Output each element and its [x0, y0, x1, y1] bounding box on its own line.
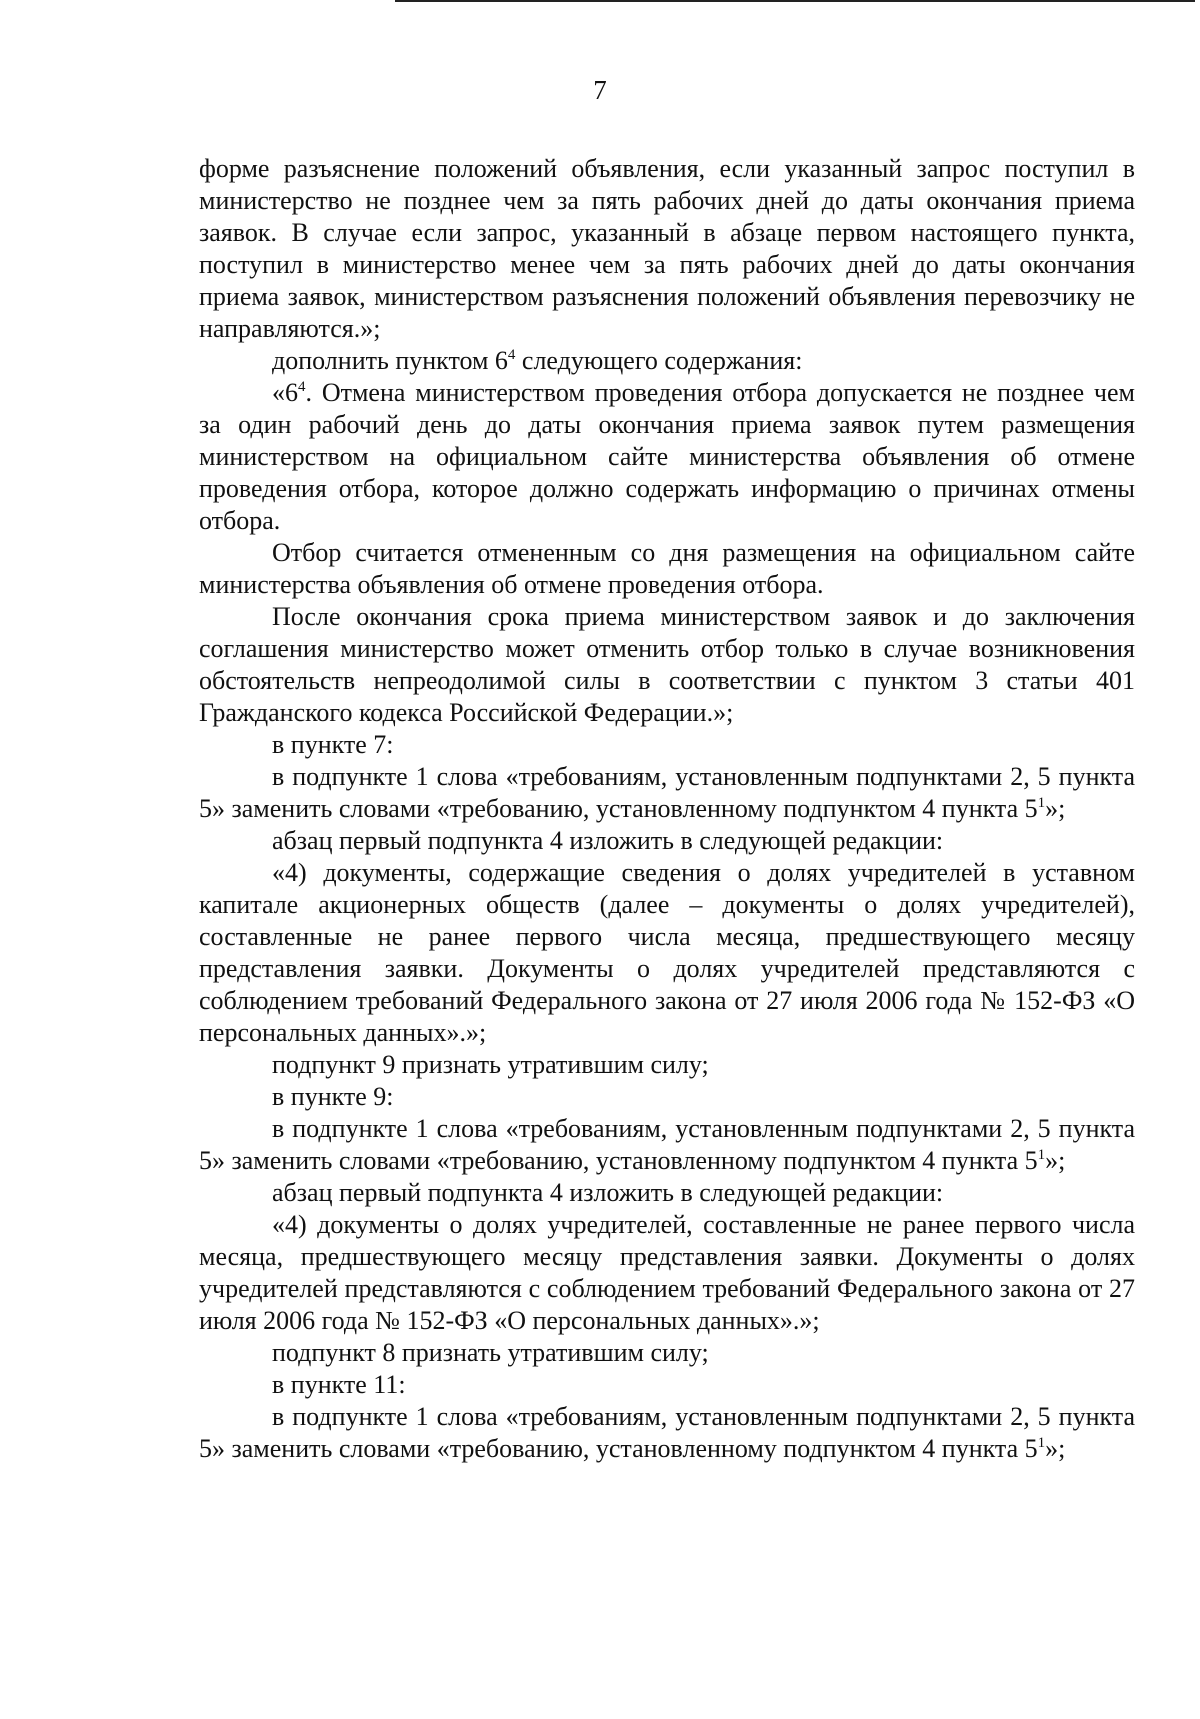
paragraph-p13: [199, 1177, 1135, 1209]
paragraph-text: «4) документы о долях учредителей, составленные не ранее первого числа месяца, предшествующего месяцу представления заявки. Документы о долях учредителей представляются с соблюдением требований Федерального закона от 27 июля 2006 года № 152-ФЗ «О персональных данных».»;: [199, 1210, 1135, 1335]
paragraph-text: в пункте 11:: [272, 1370, 406, 1399]
paragraph-p2: [199, 345, 1135, 377]
paragraph-text: дополнить пунктом 6: [272, 346, 508, 375]
paragraph-p15: [199, 1337, 1135, 1369]
paragraph-p1: [199, 153, 1135, 345]
paragraph-text: «6: [272, 378, 298, 407]
paragraph-p8: [199, 825, 1135, 857]
paragraph-p5: [199, 601, 1135, 729]
paragraph-text: «4) документы, содержащие сведения о долях учредителей в уставном капитале акционерных обществ (далее – документы о долях учредителей), составленные не ранее первого числа месяца, предшествующего месяцу представления заявки. Документы о долях учредителей представляются с соблюдением требований Федерального закона от 27 июля 2006 года № 152-ФЗ «О персональных данных».»;: [199, 858, 1135, 1047]
superscript: 4: [298, 379, 306, 395]
paragraph-text: форме разъяснение положений объявления, если указанный запрос поступил в министерство не позднее чем за пять рабочих дней до даты окончания приема заявок. В случае если запрос, указанный в абзаце первом настоящего пункта, поступил в министерство менее чем за пять рабочих дней до даты окончания приема заявок, министерством разъяснения положений объявления перевозчику не направляются.»;: [199, 154, 1135, 343]
paragraph-p6: [199, 729, 1135, 761]
paragraph-p3: [199, 377, 1135, 537]
paragraph-p14: [199, 1209, 1135, 1337]
paragraph-p9: [199, 857, 1135, 1049]
paragraph-p4: [199, 537, 1135, 601]
paragraph-text: . Отмена министерством проведения отбора допускается не позднее чем за один рабочий день до даты окончания приема заявок путем размещения министерством на официальном сайте министерства объявления об отмене проведения отбора, которое должно содержать информацию о причинах отмены отбора.: [199, 378, 1135, 535]
superscript: 1: [1037, 795, 1046, 811]
paragraph-p10: [199, 1049, 1135, 1081]
paragraph-text: »;: [1045, 1434, 1066, 1463]
paragraph-text: в подпункте 1 слова «требованиям, установленным подпунктами 2, 5 пункта 5» заменить словами «требованию, установленному подпунктом 4 пункта 5: [199, 1114, 1135, 1175]
paragraph-text: абзац первый подпункта 4 изложить в следующей редакции:: [272, 826, 944, 855]
paragraph-text: следующего содержания:: [515, 346, 803, 375]
paragraph-p12: [199, 1113, 1135, 1177]
paragraph-p17: [199, 1401, 1135, 1465]
paragraph-text: Отбор считается отмененным со дня размещения на официальном сайте министерства объявления об отмене проведения отбора.: [199, 538, 1135, 599]
paragraph-text: подпункт 8 признать утратившим силу;: [272, 1338, 709, 1367]
paragraph-text: в подпункте 1 слова «требованиям, установленным подпунктами 2, 5 пункта 5» заменить словами «требованию, установленному подпунктом 4 пункта 5: [199, 1402, 1135, 1463]
superscript: 4: [507, 347, 516, 363]
paragraph-text: в подпункте 1 слова «требованиям, установленным подпунктами 2, 5 пункта 5» заменить словами «требованию, установленному подпунктом 4 пункта 5: [199, 762, 1135, 823]
paragraph-text: абзац первый подпункта 4 изложить в следующей редакции:: [272, 1178, 944, 1207]
top-border-line: [395, 0, 1195, 2]
paragraph-text: в пункте 9:: [272, 1082, 394, 1111]
paragraph-text: После окончания срока приема министерством заявок и до заключения соглашения министерство может отменить отбор только в случае возникновения обстоятельств непреодолимой силы в соответствии с пунктом 3 статьи 401 Гражданского кодекса Российской Федерации.»;: [199, 602, 1135, 727]
paragraph-text: подпункт 9 признать утратившим силу;: [272, 1050, 709, 1079]
document-body: [199, 153, 1135, 1465]
page-number: 7: [593, 75, 607, 105]
paragraph-text: в пункте 7:: [272, 730, 394, 759]
paragraph-p16: [199, 1369, 1135, 1401]
superscript: 1: [1037, 1435, 1046, 1451]
paragraph-text: »;: [1045, 794, 1066, 823]
paragraph-text: »;: [1045, 1146, 1066, 1175]
paragraph-p11: [199, 1081, 1135, 1113]
paragraph-p7: [199, 761, 1135, 825]
superscript: 1: [1037, 1147, 1046, 1163]
